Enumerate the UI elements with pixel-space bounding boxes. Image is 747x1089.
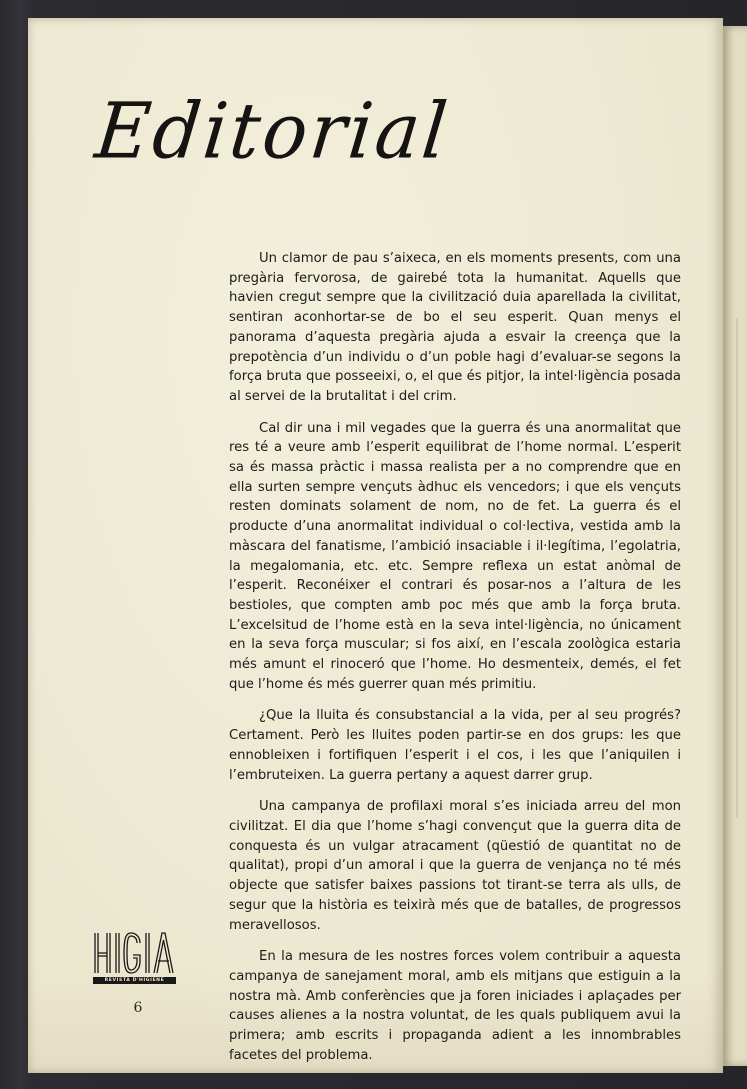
editorial-body — [229, 249, 681, 1077]
facing-page-edge — [722, 26, 747, 1066]
paragraph-2: Cal dir una i mil vegades que la guerra és una anormalitat que res té a veure amb l’esperit equilibrat de l’home normal. L’esperit sa és massa pràctic i massa realista per a no comprendre que en ella surten sempre vençuts àdhuc els vencedors; i que els vençuts resten dominats solament de nom, no de fet. La guerra és el producte d’una anormalitat individual o col·lectiva, vestida amb la màscara del fanatisme, l’ambició insaciable i il·legítima, l’egolatria, la megalomania, etc. etc. Sempre reflexa un estat anòmal de l’esperit. Reconéixer el contrari és posar-nos a l’altura de les bestioles, que compten amb poc més que amb la força bruta. L’excelsitud de l’home està en la seva intel·ligència, no únicament en la seva força muscular; si fos així, en l’escala zoològica estaria més amunt el rinoceró que l’home. Ho desmenteix, demés, el fet que l’home és més guerrer quan més primitiu. — [229, 420, 681, 692]
higia-logo-mark — [93, 931, 176, 975]
paragraph-5: En la mesura de les nostres forces volem contribuir a aquesta campanya de sanejament moral, amb els mitjans que estiguin a la nostra mà. Amb conferències que ja foren iniciades i aplaçades per causes alienes a la nostra voluntat, de les quals publiquem avui la primera; amb escrits i propaganda adient a les innombrables facetes del problema. — [229, 949, 681, 1063]
logo-tagline: REVISTA D'HIGIENE — [93, 977, 176, 984]
paragraph-1: Un clamor de pau s’aixeca, en els moments presents, com una pregària fervorosa, de gairebé tota la humanitat. Aquells que havien cregut sempre que la civilització duia aparellada la civilitat, sentiran aconhortar-se de bo el seu esperit. Quan menys el panorama d’aquesta pregària ajuda a esvair la creença que la prepotència d’un individu o d’un poble hagi d’evaluar-se segons la força bruta que posseeixi, o, el que és pitjor, la intel·ligència posada al servei de la brutalitat i del crim. — [229, 251, 681, 404]
paragraph-3: ¿Que la lluita és consubstancial a la vida, per al seu progrés? Certament. Però les lluites poden partir-se en dos grups: les que ennobleixen i fortifiquen l’esperit i el cos, i les que l’aniquilen i l’embruteixen. La guerra pertany a aquest darrer grup. — [229, 708, 681, 783]
page-title: Editorial — [91, 86, 455, 176]
page-gutter — [736, 318, 738, 818]
paragraph-4: Una campanya de profilaxi moral s’es iniciada arreu del mon civilitzat. El dia que l’home s’hagi convençut que la guerra dita de conquesta és un vulgar atracament (qüestió de quantitat no de qualitat), propi d’un amoral i que la guerra de venjança no té més objecte que satisfer baixes passions tot tirant-se terra als ulls, de segur que la història es teixirà més que de batalles, de progressos meravellosos. — [229, 799, 681, 933]
higia-logo — [93, 931, 176, 986]
page-number: 6 — [133, 1000, 143, 1016]
